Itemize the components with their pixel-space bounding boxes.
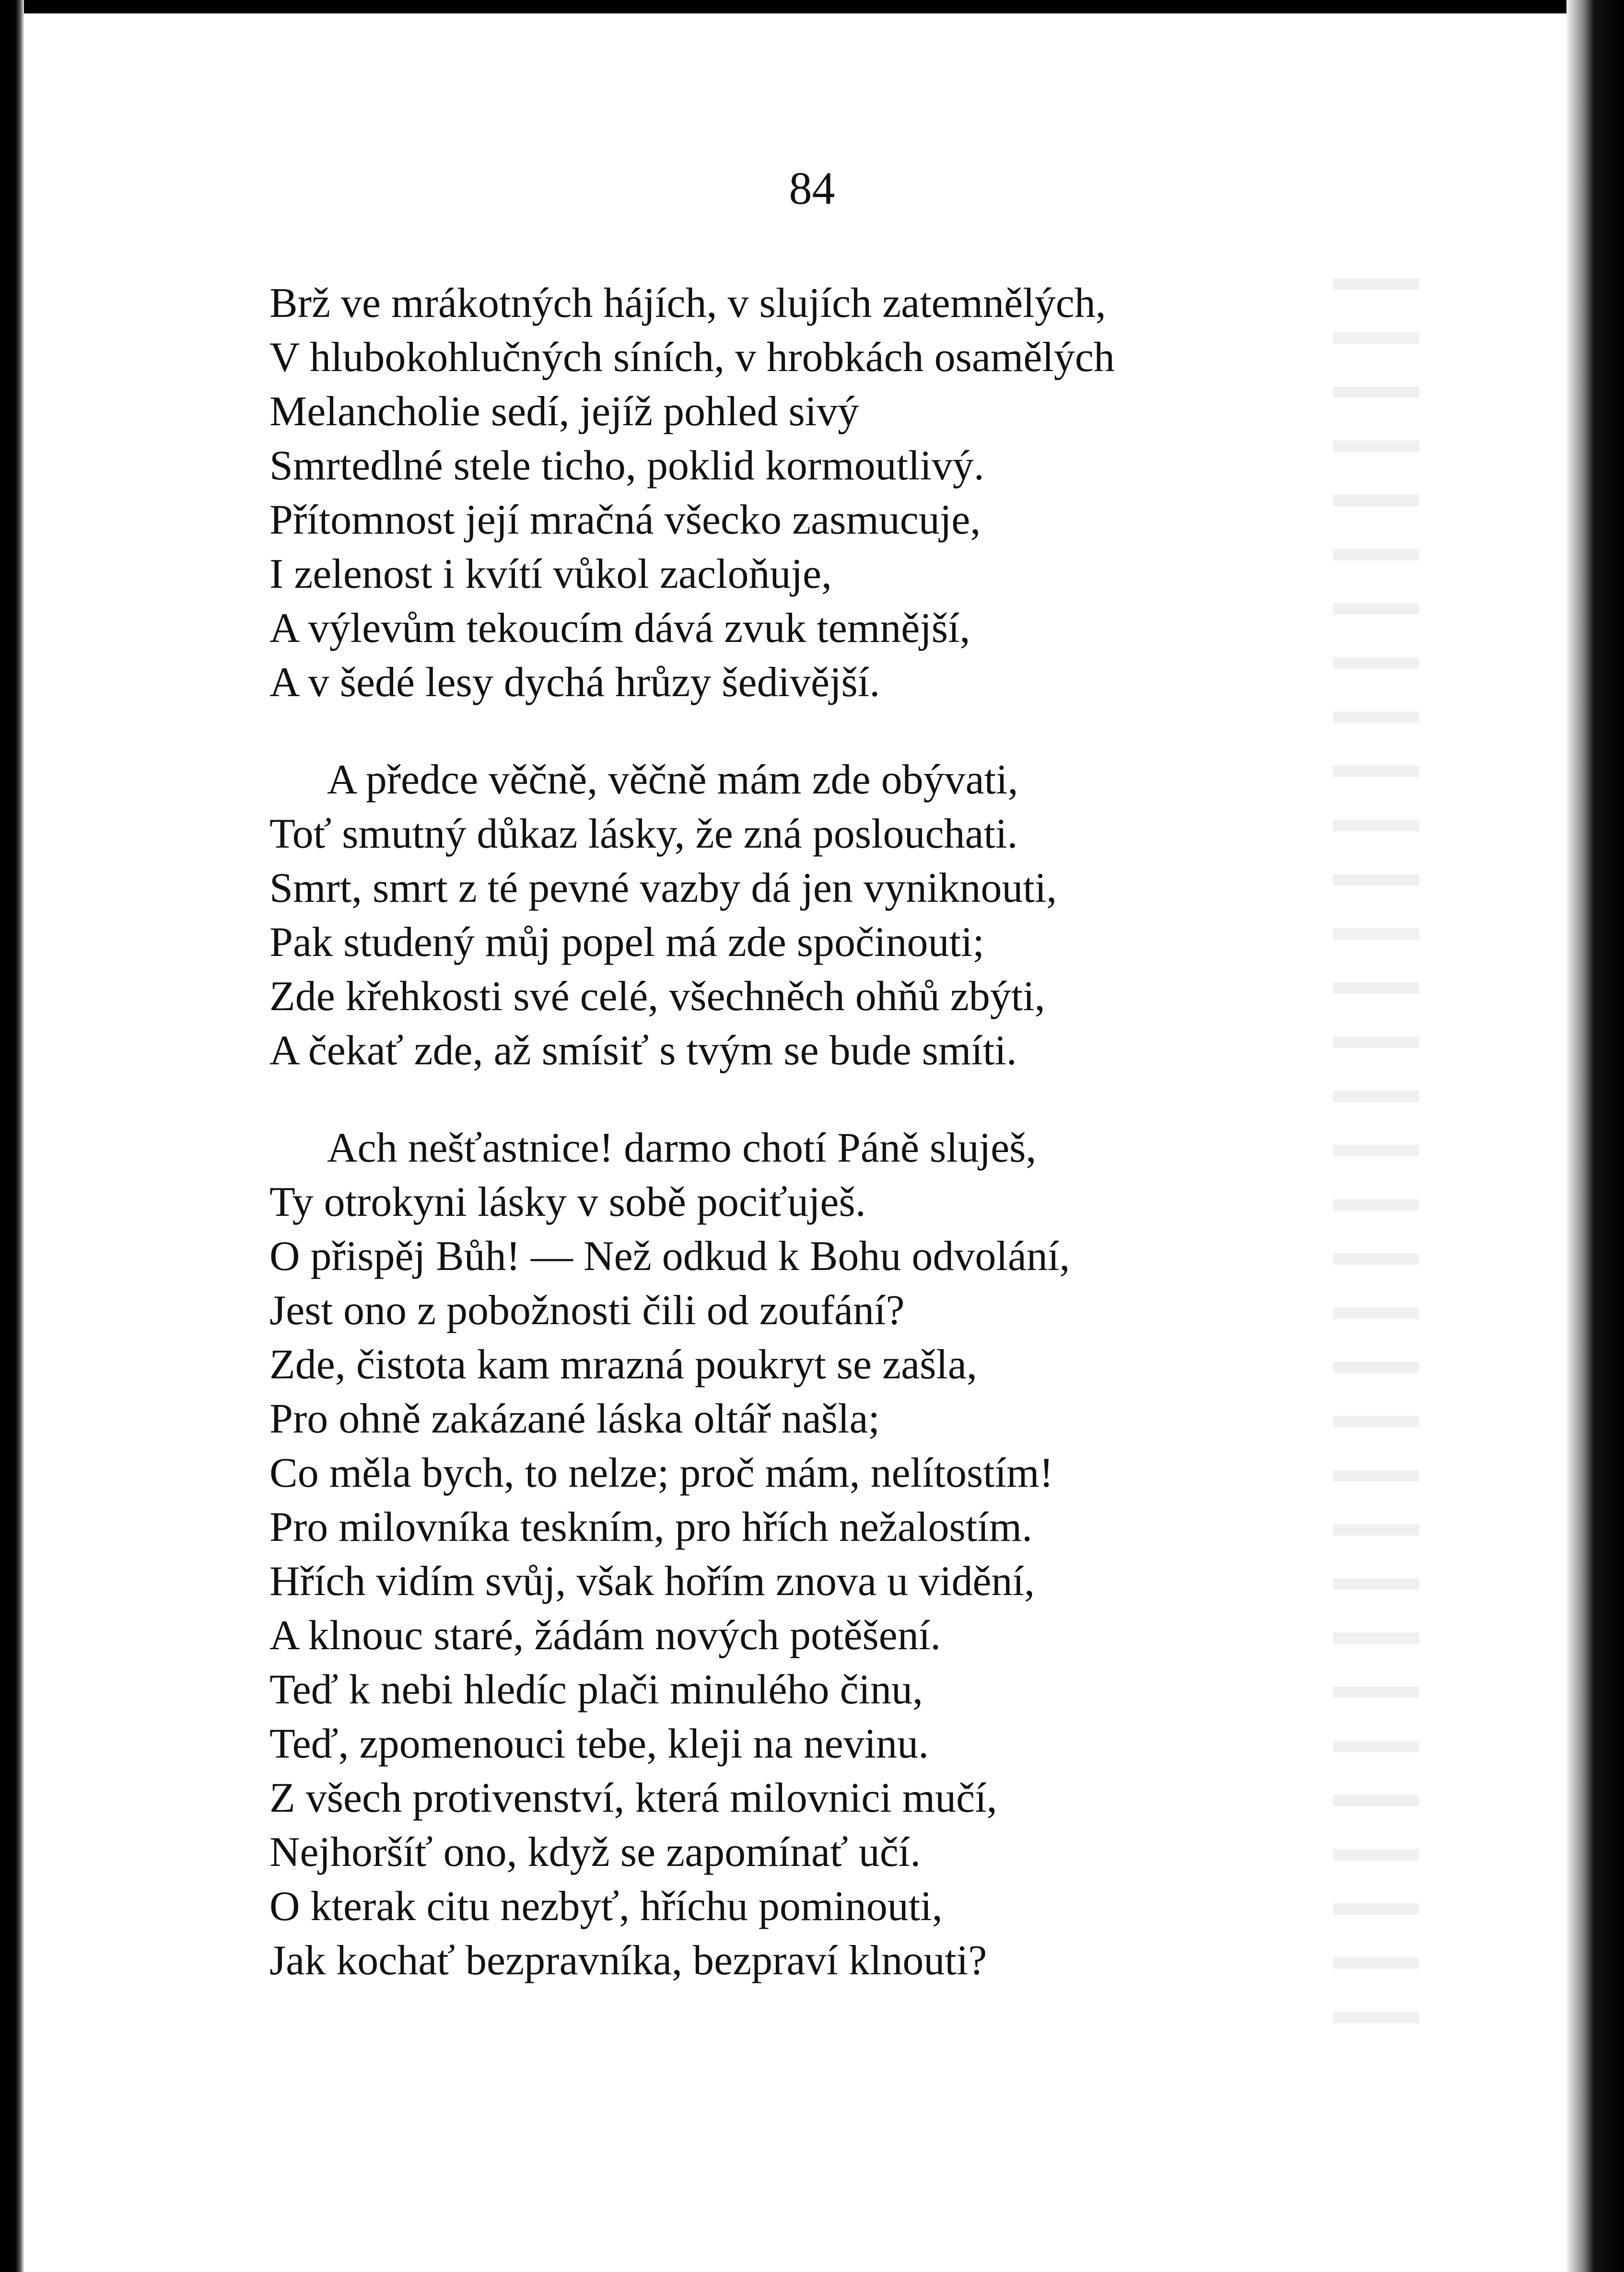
poem-line: Teď k nebi hledíc plači minulého činu,	[269, 1666, 923, 1713]
poem-line: O kterak citu nezbyť, hříchu pominouti,	[269, 1883, 943, 1930]
poem-line: I zelenost i kvítí vůkol zacloňuje,	[269, 551, 832, 597]
poem-line: Teď, zpomenouci tebe, kleji na nevinu.	[269, 1721, 929, 1767]
scan-border-left	[0, 0, 24, 2272]
poem-line: Pro ohně zakázané láska oltář našla;	[269, 1396, 880, 1442]
poem-line: A v šedé lesy dychá hrůzy šedivější.	[269, 659, 880, 706]
stanza-1	[269, 276, 1382, 710]
poem-line: A klnouc staré, žádám nových potěšení.	[269, 1612, 941, 1659]
poem-line: Co měla bych, to nelze; proč mám, nelítostím!	[269, 1450, 1053, 1496]
poem-line: A předce věčně, věčně mám zde obývati,	[327, 757, 1018, 803]
poem-line: Brž ve mrákotných hájích, v slujích zatemnělých,	[269, 280, 1106, 326]
poem-line: Zde křehkosti své celé, všechněch ohňů zbýti,	[269, 973, 1045, 1020]
poem-line: Hřích vidím svůj, však hořím znova u vidění,	[269, 1558, 1035, 1605]
poem-line: Ty otrokyni lásky v sobě pociťuješ.	[269, 1179, 866, 1225]
poem-line: A výlevům tekoucím dává zvuk temnější,	[269, 605, 970, 652]
poem-line: Smrt, smrt z té pevné vazby dá jen vyniknouti,	[269, 865, 1057, 911]
poem-line: Melancholie sedí, jejíž pohled sivý	[269, 388, 859, 435]
poem-line: Zde, čistota kam mrazná poukryt se zašla,	[269, 1341, 977, 1388]
poem-line: Ach nešťastnice! darmo chotí Páně sluješ,	[327, 1125, 1037, 1171]
scan-border-right	[1566, 0, 1624, 2272]
stanza-3	[269, 1121, 1382, 1988]
poem-line: Pro milovníka teskním, pro hřích nežalostím.	[269, 1504, 1033, 1550]
poem-line: Smrtedlné stele ticho, poklid kormoutlivý.	[269, 443, 984, 489]
stanza-2	[269, 753, 1382, 1078]
poem-line: Jak kochať bezpravníka, bezpraví klnouti?	[269, 1937, 987, 1984]
poem-text	[269, 276, 1382, 2031]
poem-line: Přítomnost její mračná všecko zasmucuje,	[269, 497, 981, 543]
scan-border-top	[0, 0, 1624, 13]
poem-line: Jest ono z pobožnosti čili od zoufání?	[269, 1287, 905, 1334]
poem-line: Toť smutný důkaz lásky, že zná poslouchati.	[269, 811, 1018, 857]
poem-line: O přispěj Bůh! — Než odkud k Bohu odvolání,	[269, 1233, 1070, 1280]
poem-line: Pak studený můj popel má zde spočinouti;	[269, 919, 984, 966]
poem-line: A čekať zde, až smísiť s tvým se bude smíti.	[269, 1027, 1017, 1074]
poem-line: Nejhoršíť ono, když se zapomínať učí.	[269, 1829, 921, 1876]
poem-line: Z všech protivenství, která milovnici mučí,	[269, 1775, 997, 1821]
page-number: 84	[789, 163, 835, 214]
poem-line: V hlubokohlučných síních, v hrobkách osamělých	[269, 334, 1115, 381]
